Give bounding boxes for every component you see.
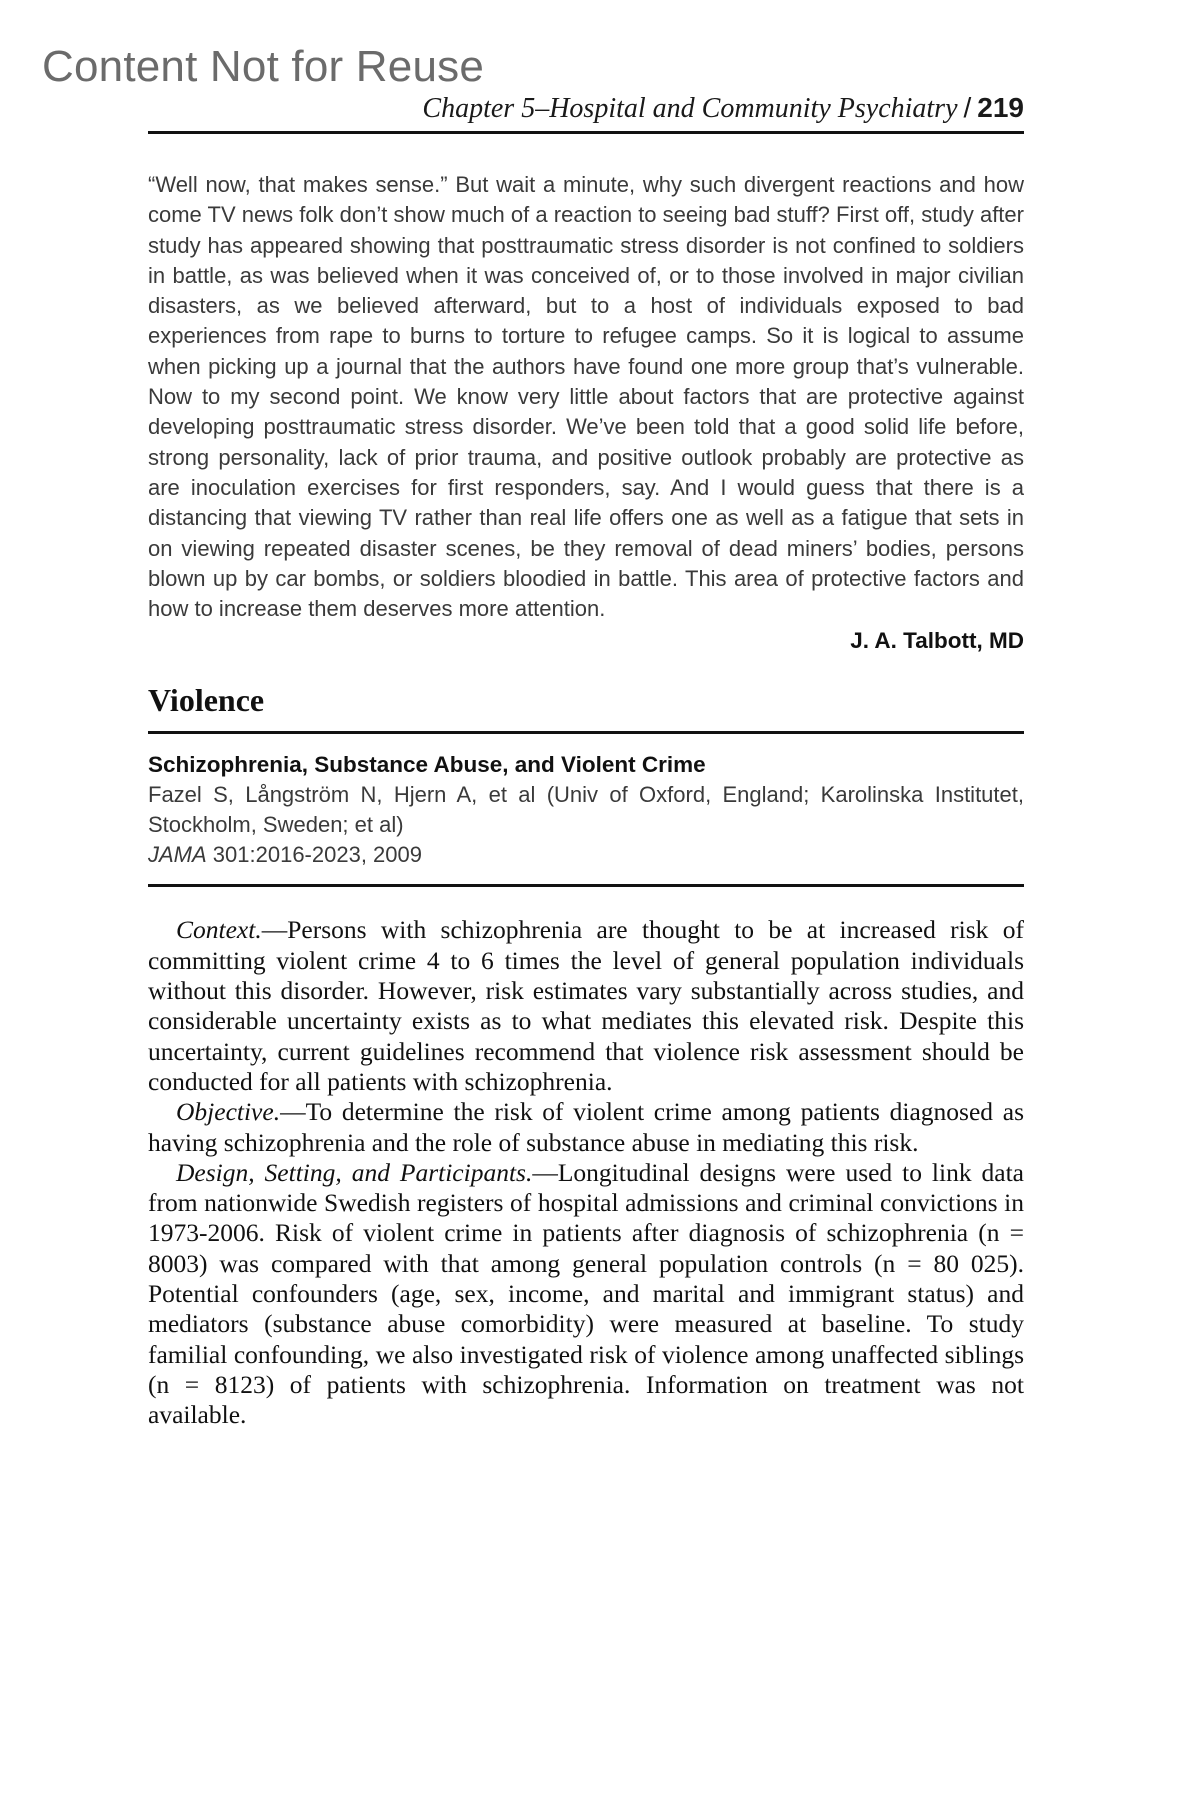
journal-reference: 301:2016-2023, 2009 [206, 842, 422, 868]
header-separator: / [963, 92, 972, 123]
running-header [148, 92, 1024, 134]
context-label: Context. [176, 915, 262, 945]
abstract [148, 915, 1024, 1430]
article-authors: Fazel S, Långström N, Hjern A, et al (Univ of Oxford, England; Karolinska Institutet, Stockholm, Sweden; et al) [148, 782, 1024, 838]
design-text: —Longitudinal designs were used to link data from nationwide Swedish registers of hospital admissions and criminal convictions in 1973-2006. Risk of violent crime in patients after diagnosis of schizophrenia (n = 8003) was compared with that among general population controls (n = 80 025). Potential confounders (age, sex, income, and marital and immigrant status) and mediators (substance abuse comorbidity) were measured at baseline. To study familial confounding, we also investigated risk of violence among unaffected siblings (n = 8123) of patients with schizophrenia. Information on treatment was not available. [148, 1157, 1024, 1430]
page [148, 92, 1024, 1431]
article-source [148, 840, 1024, 870]
abstract-design [148, 1158, 1024, 1431]
article-citation [148, 734, 1024, 887]
objective-text: —To determine the risk of violent crime among patients diagnosed as having schizophrenia and the role of substance abuse in mediating this risk. [148, 1097, 1024, 1157]
context-text: —Persons with schizophrenia are thought to be at increased risk of committing violent crime 4 to 6 times the level of general population individuals without this disorder. However, risk estimates vary substantially across studies, and considerable uncertainty exists as to what mediates this elevated risk. Despite this uncertainty, current guidelines recommend that violence risk assessment should be conducted for all patients with schizophrenia. [148, 915, 1024, 1096]
objective-label: Objective. [176, 1097, 281, 1127]
journal-name: JAMA [148, 842, 207, 868]
page-number: 219 [977, 92, 1024, 123]
section-title: Violence [148, 682, 1024, 734]
commentary-paragraph: “Well now, that makes sense.” But wait a minute, why such divergent reactions and how come TV news folk don’t show much of a reaction to seeing bad stuff? First off, study after study has appeared showing that posttraumatic stress disorder is not confined to soldiers in battle, as was believed when it was conceived of, or to those involved in major civilian disasters, as we believed afterward, but to a host of individuals exposed to bad experiences from rape to burns to torture to refugee camps. So it is logical to assume when picking up a journal that the authors have found one more group that’s vulnerable. Now to my second point. We know very little about factors that are protective against developing posttraumatic stress disorder. We’ve been told that a good solid life before, strong personality, lack of prior trauma, and positive outlook probably are protective as are inoculation exercises for first responders, say. And I would guess that there is a distancing that viewing TV rather than real life offers one as well as a fatigue that sets in on viewing repeated disaster scenes, be they removal of dead miners’ bodies, persons blown up by car bombs, or soldiers bloodied in battle. This area of protective factors and how to increase them deserves more attention. [148, 172, 1024, 622]
design-label: Design, Setting, and Participants. [176, 1157, 533, 1187]
commentary-author: J. A. Talbott, MD [850, 628, 1024, 654]
abstract-context [148, 915, 1024, 1097]
article-title: Schizophrenia, Substance Abuse, and Violent Crime [148, 752, 706, 778]
abstract-objective [148, 1097, 1024, 1158]
watermark: Content Not for Reuse [42, 42, 484, 91]
chapter-title: Chapter 5–Hospital and Community Psychiatry [422, 93, 958, 124]
